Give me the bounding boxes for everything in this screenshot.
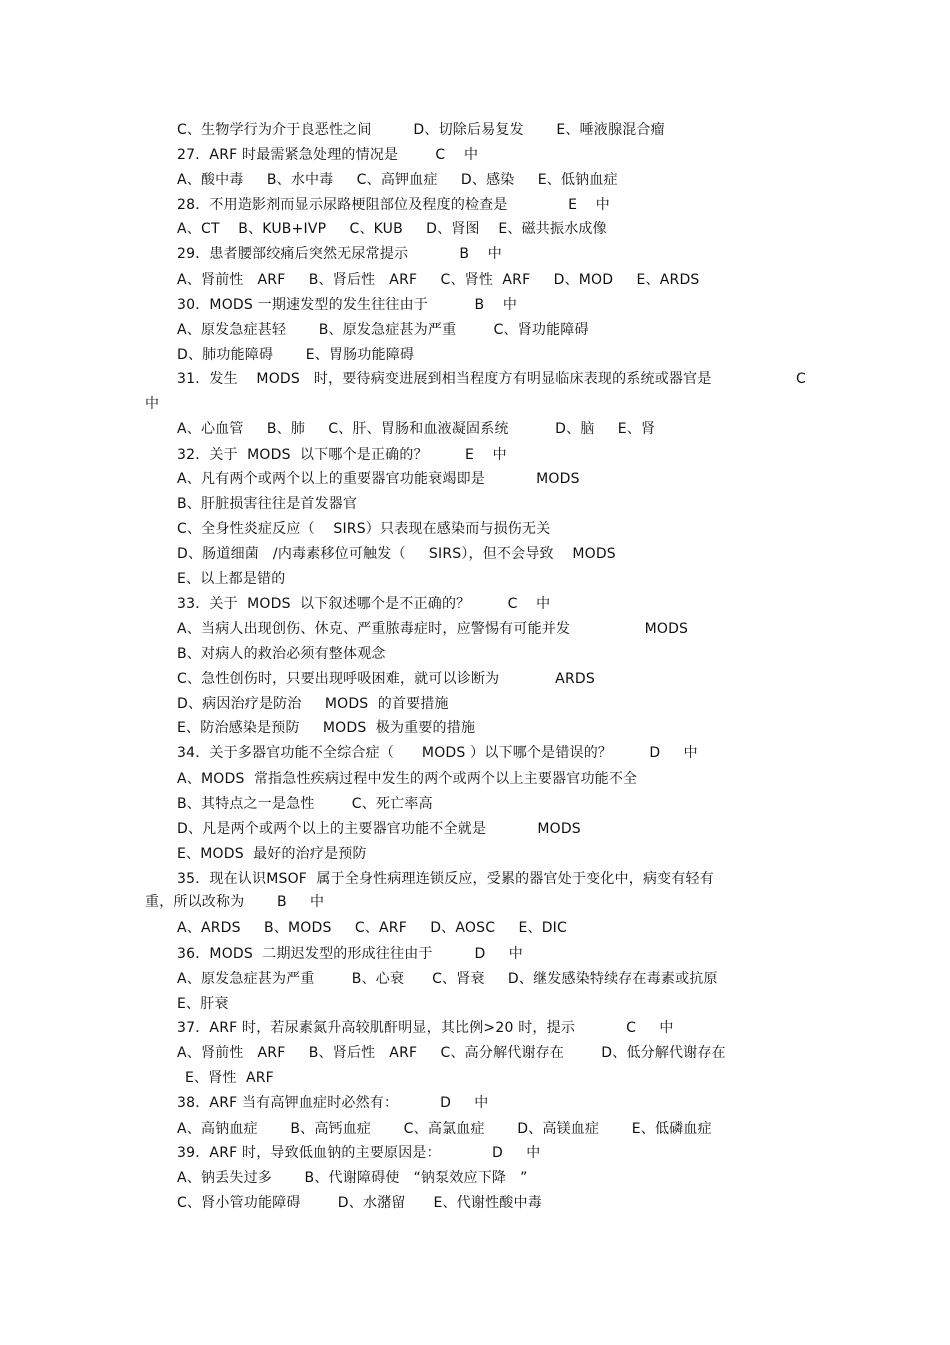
options-35: A、ARDS B、MODS C、ARF D、AOSC E、DIC <box>177 920 567 936</box>
question-31: 31．发生 MODS 时，要待病变进展到相当程度方有明显临床表现的系统或器官是 <box>177 371 712 387</box>
options-30: A、原发急症甚轻 B、原发急症甚为严重 C、肾功能障碍 <box>177 322 589 338</box>
question-35-cont: 重，所以改称为 B 中 <box>145 894 325 910</box>
question-29: 29．患者腰部绞痛后突然无尿常提示 B 中 <box>177 246 502 262</box>
option-33e: E、防治感染是预防 MODS 极为重要的措施 <box>177 720 476 736</box>
question-31-answer: C <box>796 371 806 387</box>
options-36-cont: E、肝衰 <box>177 996 229 1012</box>
question-27: 27．ARF 时最需紧急处理的情况是 C 中 <box>177 147 479 163</box>
question-28: 28．不用造影剂而显示尿路梗阻部位及程度的检查是 E 中 <box>177 197 610 213</box>
option-34bc: B、其特点之一是急性 C、死亡率高 <box>177 796 433 812</box>
option-32e: E、以上都是错的 <box>177 571 286 587</box>
options-37: A、肾前性 ARF B、肾后性 ARF C、高分解代谢存在 D、低分解代谢存在 <box>177 1045 726 1061</box>
option-33d: D、病因治疗是防治 MODS 的首要措施 <box>177 696 449 712</box>
options-31: A、心血管 B、肺 C、肝、胃肠和血液凝固系统 D、脑 E、肾 <box>177 421 656 437</box>
question-35: 35．现在认识MSOF 属于全身性病理连锁反应，受累的器官处于变化中，病变有轻有 <box>177 871 714 887</box>
question-38: 38．ARF 当有高钾血症时必然有： D 中 <box>177 1095 489 1111</box>
question-34: 34．关于多器官功能不全综合症（ MODS ）以下哪个是错误的？ D 中 <box>177 745 698 761</box>
options-36: A、原发急症甚为严重 B、心衰 C、肾衰 D、继发感染特续存在毒素或抗原 <box>177 971 718 987</box>
question-33: 33．关于 MODS 以下叙述哪个是不正确的？ C 中 <box>177 596 551 612</box>
option-33c: C、急性创伤时，只要出现呼吸困难，就可以诊断为 ARDS <box>177 671 595 687</box>
option-32d: D、肠道细菌 /内毒素移位可触发（ SIRS），但不会导致 MODS <box>177 546 616 562</box>
question-39: 39．ARF 时，导致低血钠的主要原因是： D 中 <box>177 1145 541 1161</box>
options-38: A、高钠血症 B、高钙血症 C、高氯血症 D、高镁血症 E、低磷血症 <box>177 1121 712 1137</box>
option-33a: A、当病人出现创伤、休克、严重脓毒症时，应警惕有可能并发 MODS <box>177 621 689 637</box>
options-39: A、钠丢失过多 B、代谢障碍使 “钠泵效应下降 ” <box>177 1170 528 1186</box>
options-37-cont: E、肾性 ARF <box>185 1070 274 1086</box>
question-32: 32．关于 MODS 以下哪个是正确的？ E 中 <box>177 447 507 463</box>
text-line: C、生物学行为介于良恶性之间 D、切除后易复发 E、唾液腺混合瘤 <box>177 122 665 138</box>
options-27: A、酸中毒 B、水中毒 C、高钾血症 D、感染 E、低钠血症 <box>177 172 618 188</box>
option-34d: D、凡是两个或两个以上的主要器官功能不全就是 MODS <box>177 821 581 837</box>
options-29: A、肾前性 ARF B、肾后性 ARF C、肾性 ARF D、MOD E、ARDS <box>177 272 700 288</box>
question-30: 30．MODS 一期速发型的发生往往由于 B 中 <box>177 297 518 313</box>
option-32b: B、肝脏损害往往是首发器官 <box>177 496 358 512</box>
options-39-cont: C、肾小管功能障碍 D、水潴留 E、代谢性酸中毒 <box>177 1195 542 1211</box>
question-37: 37．ARF 时，若尿素氮升高较肌酐明显，其比例>20 时，提示 C 中 <box>177 1020 674 1036</box>
option-32c: C、全身性炎症反应（ SIRS）只表现在感染而与损伤无关 <box>177 521 551 537</box>
option-32a: A、凡有两个或两个以上的重要器官功能衰竭即是 MODS <box>177 471 580 487</box>
question-31-difficulty: 中 <box>145 396 160 412</box>
options-30-cont: D、肺功能障碍 E、胃肠功能障碍 <box>177 347 415 363</box>
option-33b: B、对病人的救治必须有整体观念 <box>177 646 386 662</box>
options-28: A、CT B、KUB+IVP C、KUB D、肾图 E、磁共振水成像 <box>177 221 607 237</box>
option-34a: A、MODS 常指急性疾病过程中发生的两个或两个以上主要器官功能不全 <box>177 771 638 787</box>
option-34e: E、MODS 最好的治疗是预防 <box>177 846 367 862</box>
question-36: 36．MODS 二期迟发型的形成往往由于 D 中 <box>177 946 523 962</box>
